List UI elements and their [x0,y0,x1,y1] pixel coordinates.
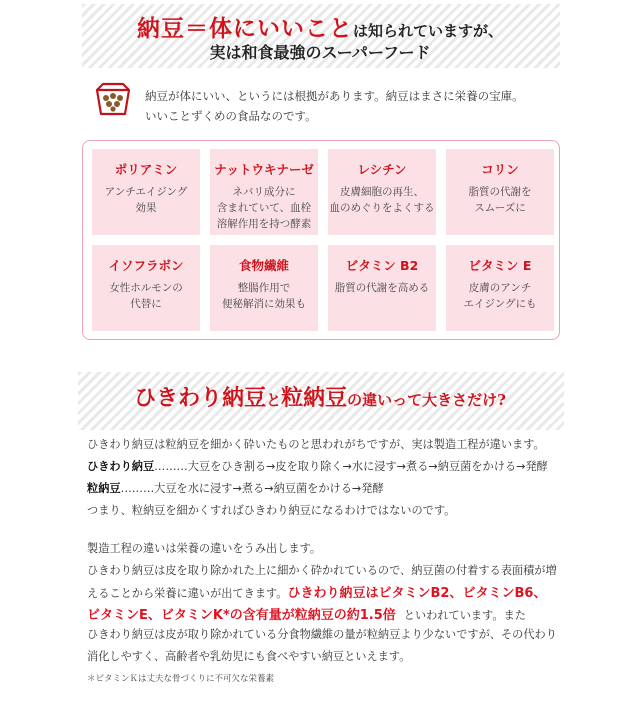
nutrient-desc: ネバリ成分に 含まれていて、血栓 溶解作用を持つ酵素 [216,186,312,230]
body-text: といわれています。また [403,609,526,622]
body-line [87,604,526,623]
nutrient-title: 食物繊維 [238,258,289,273]
nutrient-title: ビタミン E [468,258,532,273]
body-line: ひきわり納豆は皮が取り除かれている分食物繊維の量が粒納豆より少ないですが、その代わり [87,628,557,641]
nutrient-card [328,245,436,331]
nutrient-card [328,149,436,235]
nutrient-desc: 整腸作用で 便秘解消に効果も [222,282,306,310]
process-steps: ………大豆を水に浸す→煮る→納豆菌をかける→発酵 [120,482,384,495]
nutrient-desc: 脂質の代謝を高める [334,282,430,294]
heading-to: と [266,391,282,409]
body-line: つまり、粒納豆を細かくすればひきわり納豆になるわけではないのです。 [87,504,456,517]
nutrient-card [92,149,200,235]
page-subtitle: 実は和食最強のスーパーフード [209,43,431,62]
page-title [0,10,640,43]
intro-line: 納豆が体にいい、というには根拠があります。納豆はまさに栄養の宝庫。 [145,89,524,103]
nutrient-title: ポリアミン [114,162,178,177]
body-line: 消化しやすく、高齢者や乳幼児にも食べやすい納豆といえます。 [87,650,411,663]
nutrient-title: イソフラボン [108,258,184,273]
intro-line: いいことずくめの食品なのです。 [145,109,317,123]
natto-pack-icon [93,80,133,120]
highlight-text: ビタミンE、ビタミンK*の含有量が粒納豆の約1.5倍 [87,608,396,623]
body-line [87,582,546,601]
nutrient-desc: 皮膚細胞の再生、 血のめぐりをよくする [329,186,435,214]
heading-hikiwari: ひきわり納豆 [134,385,267,411]
highlight-text: ひきわり納豆はビタミンB2、ビタミンB6、 [287,586,547,601]
intro-text [145,86,565,126]
section-heading [0,381,640,412]
title-rest: は知られていますが、 [352,22,503,40]
body-line: 製造工程の違いは栄養の違いをうみ出します。 [87,542,322,555]
nutrient-desc: 皮膚のアンチ エイジングにも [463,282,537,310]
heading-tsubu: 粒納豆 [281,385,348,411]
nutrient-grid [82,140,560,340]
bold-term: 粒納豆 [87,482,121,495]
intro-section [93,80,553,132]
nutrient-title: ビタミン B2 [345,258,419,273]
nutrient-title: レシチン [357,162,407,177]
bold-term: ひきわり納豆 [87,460,155,473]
footnote: ＊ビタミンＫは丈夫な骨づくりに不可欠な栄養素 [87,674,275,684]
title-highlight: 納豆＝体にいいこと [136,15,353,42]
nutrient-card [92,245,200,331]
body-line: ひきわり納豆は皮を取り除かれた上に細かく砕かれているので、納豆菌の付着する表面積が増 [87,564,557,577]
nutrient-desc: 女性ホルモンの 代替に [109,282,183,310]
nutrient-desc: 脂質の代謝を スムーズに [468,186,532,214]
body-line [87,458,548,474]
body-text: えることから栄養に違いが出てきます。 [87,587,288,600]
nutrient-card [446,149,554,235]
heading-rest: の違いって大きさだけ? [347,391,506,409]
body-line: ひきわり納豆は粒納豆を細かく砕いたものと思われがちですが、実は製造工程が違います。 [87,438,545,451]
body-line [87,480,384,496]
nutrient-card [210,149,318,235]
nutrient-card [446,245,554,331]
nutrient-desc: アンチエイジング 効果 [104,186,188,214]
nutrient-title: ナットウキナーゼ [214,162,314,177]
nutrient-title: コリン [481,162,519,177]
nutrient-card [210,245,318,331]
process-steps: ………大豆をひき割る→皮を取り除く→水に浸す→煮る→納豆菌をかける→発酵 [154,460,548,473]
